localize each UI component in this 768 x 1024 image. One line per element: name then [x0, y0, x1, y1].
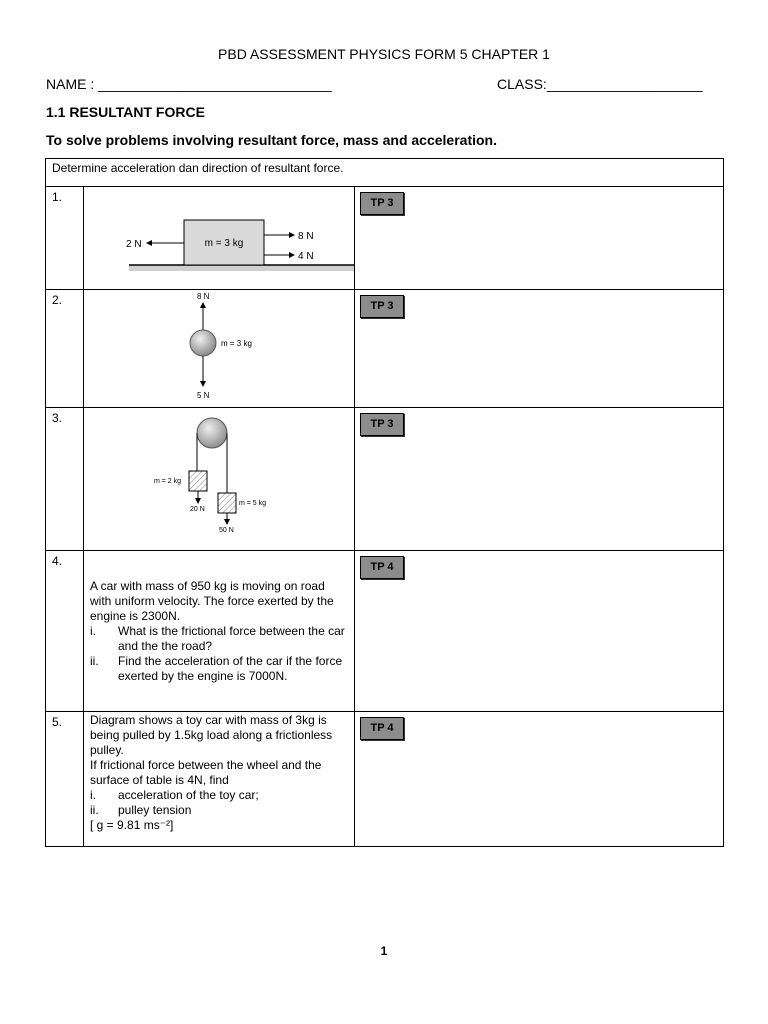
diagram-cell [84, 290, 355, 408]
ground-surface [129, 265, 354, 271]
left-mass-block [189, 471, 207, 491]
right-force-label-1: 8 N [298, 231, 314, 242]
question-number: 3. [46, 408, 84, 551]
tp-badge: TP 4 [360, 717, 404, 740]
right-force-label-2: 4 N [298, 251, 314, 262]
mass-label: m = 3 kg [221, 339, 252, 348]
diagram-cell [84, 187, 355, 290]
sub-question: i. acceleration of the toy car; [90, 788, 259, 802]
question-row-5 [46, 712, 724, 847]
question-text-cell [84, 712, 355, 847]
section-heading: 1.1 RESULTANT FORCE [46, 104, 205, 120]
question-row-2 [46, 290, 724, 408]
instruction-cell [46, 159, 724, 187]
left-mass-label: m = 2 kg [154, 478, 182, 485]
sub-question: ii. pulley tension [90, 803, 192, 817]
objective-heading: To solve problems involving resultant force, mass and acceleration. [46, 132, 497, 148]
down-force-label: 5 N [197, 391, 210, 400]
right-mass-block [218, 493, 236, 513]
gravity-note: [ g = 9.81 ms⁻²] [90, 818, 174, 832]
pulley-wheel [197, 418, 227, 448]
page-title: PBD ASSESSMENT PHYSICS FORM 5 CHAPTER 1 [218, 46, 550, 62]
sub-question-list [90, 788, 348, 818]
instruction-text: Determine acceleration dan direction of resultant force. [52, 161, 344, 175]
left-force-label: 2 N [126, 239, 142, 250]
right-weight-label: 50 N [219, 527, 234, 534]
tp-badge: TP 4 [360, 556, 404, 579]
question-table [45, 158, 724, 847]
question-row-4 [46, 551, 724, 712]
right-mass-label: m = 5 kg [239, 500, 267, 507]
class-field-label: CLASS:____________________ [497, 76, 703, 92]
question-text: A car with mass of 950 kg is moving on road with uniform velocity. The force exerted by the engine is 2300N. [90, 579, 334, 623]
question-number: 1. [46, 187, 84, 290]
question-number: 5. [46, 712, 84, 847]
sub-question: ii. Find the acceleration of the car if the force exerted by the engine is 7000N. [90, 654, 343, 683]
page-number: 1 [380, 944, 388, 958]
tp-badge: TP 3 [360, 192, 404, 215]
sphere-forces-diagram [84, 290, 355, 404]
question-row-1 [46, 187, 724, 290]
name-field-label: NAME : ______________________________ [46, 76, 332, 92]
question-text-2: If frictional force between the wheel and the surface of table is 4N, find [90, 758, 322, 787]
question-text-cell [84, 551, 355, 712]
tp-badge: TP 3 [360, 413, 404, 436]
question-number: 2. [46, 290, 84, 408]
diagram-cell [84, 408, 355, 551]
question-number: 4. [46, 551, 84, 712]
pulley-diagram [84, 408, 355, 547]
question-row-3 [46, 408, 724, 551]
question-text: Diagram shows a toy car with mass of 3kg is being pulled by 1.5kg load along a frictionless pulley. [90, 713, 333, 757]
sub-question: i. What is the frictional force between the car and the the road? [90, 624, 345, 653]
sphere [190, 330, 216, 356]
up-force-label: 8 N [197, 292, 210, 301]
block-forces-diagram [84, 187, 355, 286]
tp-badge: TP 3 [360, 295, 404, 318]
sub-question-list [90, 624, 348, 684]
mass-label: m = 3 kg [204, 238, 244, 249]
left-weight-label: 20 N [190, 506, 205, 513]
